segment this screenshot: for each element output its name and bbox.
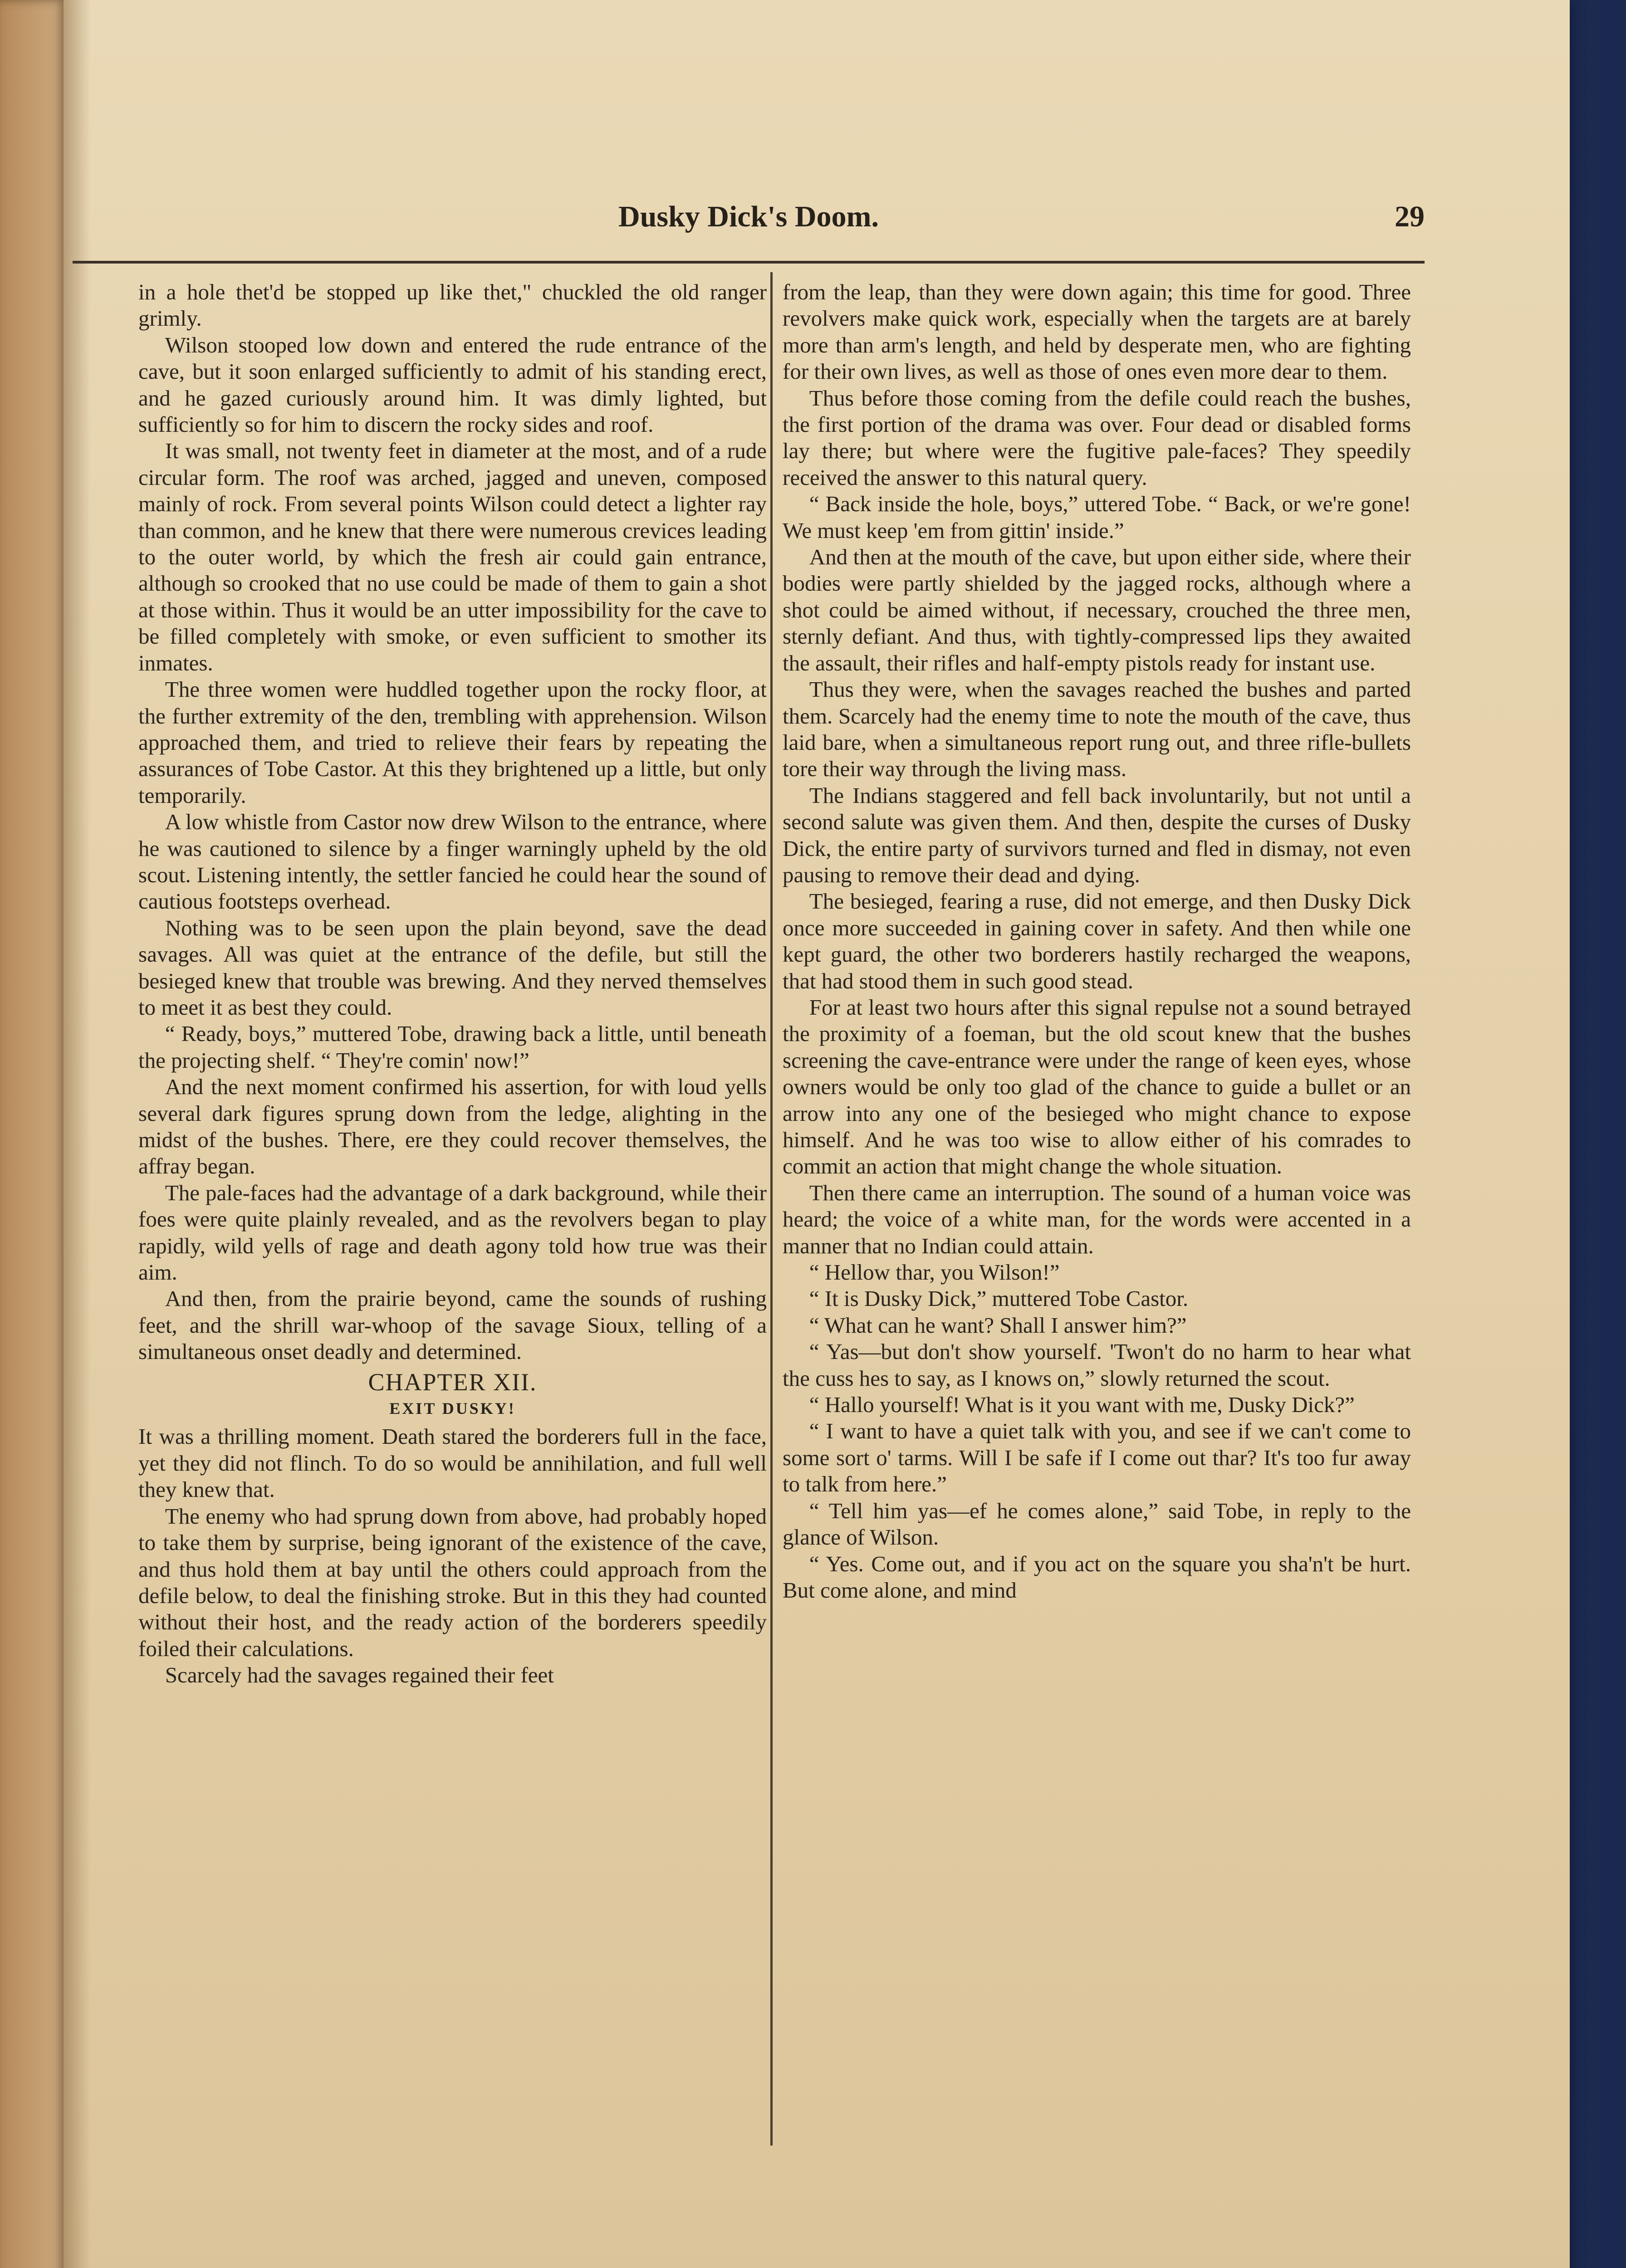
paragraph: “ Hellow thar, you Wilson!” bbox=[809, 1260, 1060, 1285]
left-column bbox=[138, 279, 767, 1689]
paragraph: Wilson stooped low down and entered the rude entrance of the cave, but it soon enlarged sufficiently to admit of his standing erect, and he gazed curiously around him. It was dimly lighted, but sufficiently so for him to discern the rocky sides and roof. bbox=[138, 332, 767, 437]
paragraph: Thus before those coming from the defile could reach the bushes, the first portion of the drama was over. Four dead or disabled forms lay there; but where were the fugitive pale-faces? They speedily received the answer to this natural query. bbox=[783, 385, 1411, 490]
paragraph: The enemy who had sprung down from above, had probably hoped to take them by surprise, being ignorant of the existence of the cave, and thus hold them at bay until the others could approach from the defile below, to deal the finishing stroke. But in this they had counted without their host, and the ready action of the borderers speedily foiled their calculations. bbox=[138, 1503, 767, 1661]
paragraph: The three women were huddled together upon the rocky floor, at the further extremity of the den, trembling with apprehension. Wilson approached them, and tried to relieve their fears by repeating the assurances of Tobe Castor. At this they brightened up a little, but only temporarily. bbox=[138, 677, 767, 808]
paragraph: “ Yas—but don't show yourself. 'Twon't do no harm to hear what the cuss hes to say, as I knows on,” slowly returned the scout. bbox=[783, 1339, 1411, 1391]
paragraph: The Indians staggered and fell back involuntarily, but not until a second salute was given them. And then, despite the curses of Dusky Dick, the entire party of survivors turned and fled in dismay, not even pausing to remove their dead and dying. bbox=[783, 782, 1411, 887]
chapter-heading: CHAPTER XII. bbox=[368, 1368, 537, 1396]
header-rule bbox=[73, 261, 1425, 264]
paragraph: “ Tell him yas—ef he comes alone,” said Tobe, in reply to the glance of Wilson. bbox=[783, 1498, 1411, 1550]
paragraph: The pale-faces had the advantage of a dark background, while their foes were quite plainly revealed, and as the revolvers began to play rapidly, wild yells of rage and death agony told how true was their aim. bbox=[138, 1180, 767, 1285]
running-title: Dusky Dick's Doom. bbox=[618, 200, 879, 233]
paragraph: “ What can he want? Shall I answer him?” bbox=[809, 1312, 1187, 1338]
paragraph: A low whistle from Castor now drew Wilson to the entrance, where he was cautioned to silence by a finger warningly upheld by the old scout. Listening intently, the settler fancied he could hear the sound of cautious footsteps overhead. bbox=[138, 809, 767, 914]
chapter-subtitle: EXIT DUSKY! bbox=[389, 1399, 516, 1418]
paragraph: from the leap, than they were down again; this time for good. Three revolvers make quick work, especially when the targets are at barely more than arm's length, and held by desperate men, who are fighting for their own lives, as well as those of ones even more dear to them. bbox=[783, 279, 1411, 384]
paragraph: The besieged, fearing a ruse, did not emerge, and then Dusky Dick once more succeeded in gaining cover in safety. And then while one kept guard, the other two borderers hastily recharged the weapons, that had stood them in such good stead. bbox=[783, 889, 1411, 993]
right-column bbox=[783, 279, 1411, 1603]
column-divider bbox=[770, 272, 773, 2146]
paragraph: “ I want to have a quiet talk with you, and see if we can't come to some sort o' tarms. Will I be safe if I come out thar? It's too fur away to talk from here.” bbox=[783, 1418, 1411, 1497]
paragraph: Nothing was to be seen upon the plain beyond, save the dead savages. All was quiet at the entrance of the defile, but still the besieged knew that trouble was brewing. And they nerved themselves to meet it as best they could. bbox=[138, 915, 767, 1020]
paragraph: “ Hallo yourself! What is it you want with me, Dusky Dick?” bbox=[809, 1392, 1355, 1418]
paragraph: Then there came an interruption. The sound of a human voice was heard; the voice of a white man, for the words were accented in a manner that no Indian could attain. bbox=[783, 1180, 1411, 1258]
paragraph: Thus they were, when the savages reached the bushes and parted them. Scarcely had the enemy time to note the mouth of the cave, thus laid bare, when a simultaneous report rung out, and three rifle-bullets tore their way through the living mass. bbox=[783, 677, 1411, 782]
paragraph: Scarcely had the savages regained their feet bbox=[165, 1662, 554, 1688]
paragraph: And then, from the prairie beyond, came the sounds of rushing feet, and the shrill war-whoop of the savage Sioux, telling of a simultaneous onset deadly and determined. bbox=[138, 1286, 767, 1364]
paragraph: “ It is Dusky Dick,” muttered Tobe Castor. bbox=[809, 1286, 1189, 1311]
paragraph: It was a thrilling moment. Death stared the borderers full in the face, yet they did not flinch. To do so would be annihilation, and full well they knew that. bbox=[138, 1424, 767, 1502]
paragraph: And the next moment confirmed his assertion, for with loud yells several dark figures sprung down from the ledge, alighting in the midst of the bushes. There, ere they could recover themselves, the affray began. bbox=[138, 1074, 767, 1179]
paragraph: “ Ready, boys,” muttered Tobe, drawing back a little, until beneath the projecting shelf. “ They're comin' now!” bbox=[138, 1021, 767, 1073]
paragraph: For at least two hours after this signal repulse not a sound betrayed the proximity of a foeman, but the old scout knew that the bushes screening the cave-entrance were under the range of keen eyes, whose owners would be only too glad of the chance to guide a bullet or an arrow into any one of the besieged who might chance to expose himself. And he was too wise to allow either of his comrades to commit an action that might change the whole situation. bbox=[783, 994, 1411, 1179]
paragraph: And then at the mouth of the cave, but upon either side, where their bodies were partly shielded by the jagged rocks, although where a shot could be aimed without, if necessary, crouched the three men, sternly defiant. And thus, with tightly-compressed lips they awaited the assault, their rifles and half-empty pistols ready for instant use. bbox=[783, 544, 1411, 675]
paragraph: “ Yes. Come out, and if you act on the square you sha'n't be hurt. But come alone, and mind bbox=[783, 1551, 1411, 1603]
page-number: 29 bbox=[1395, 200, 1425, 233]
page-header bbox=[73, 181, 1425, 249]
paragraph: It was small, not twenty feet in diameter at the most, and of a rude circular form. The roof was arched, jagged and uneven, composed mainly of rock. From several points Wilson could detect a lighter ray than common, and he knew that there were numerous crevices leading to the outer world, by which the fresh air could gain entrance, although so crooked that no use could be made of them to gain a shot at those within. Thus it would be an utter impossibility for the cave to be filled completely with smoke, or even sufficient to smother its inmates. bbox=[138, 438, 767, 675]
paragraph: in a hole thet'd be stopped up like thet," chuckled the old ranger grimly. bbox=[138, 279, 767, 331]
paragraph: “ Back inside the hole, boys,” uttered Tobe. “ Back, or we're gone! We must keep 'em from gittin' inside.” bbox=[783, 491, 1411, 543]
